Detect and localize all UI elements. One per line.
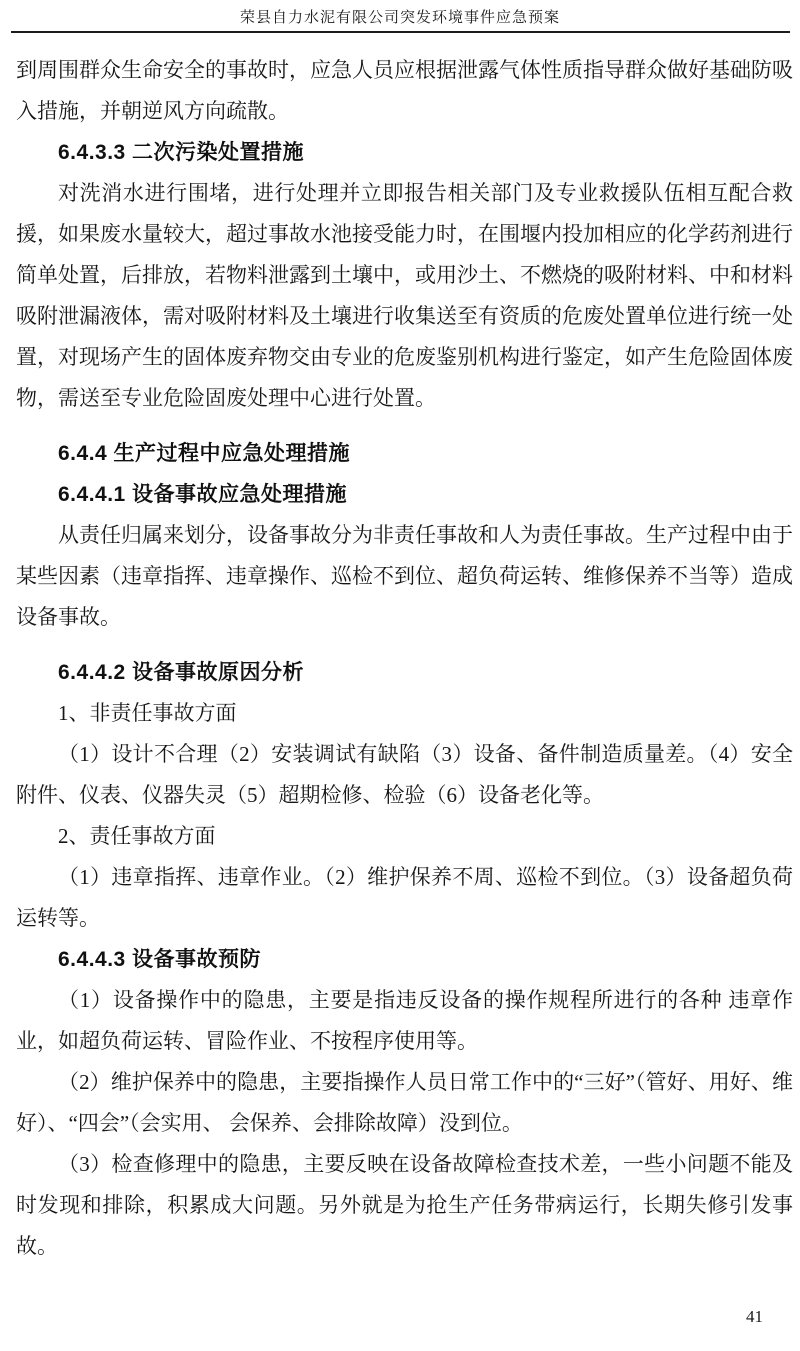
paragraph: （3）检查修理中的隐患，主要反映在设备故障检查技术差，一些小问题不能及时发现和排除，积累成大问题。另外就是为抢生产任务带病运行，长期失修引发事故。 <box>16 1152 793 1258</box>
section-heading: 6.4.4.3 设备事故预防 <box>58 948 262 971</box>
paragraph: 1、非责任事故方面 <box>58 701 237 725</box>
page-header-title: 荣县自力水泥有限公司突发环境事件应急预案 <box>239 10 560 26</box>
paragraph: （1）设备操作中的隐患，主要是指违反设备的操作规程所进行的各种 违章作业，如超负荷运转、冒险作业、不按程序使用等。 <box>16 988 793 1053</box>
paragraph: 2、责任事故方面 <box>58 824 216 848</box>
paragraph: （2）维护保养中的隐患，主要指操作人员日常工作中的“三好”（管好、用好、维好）、“四会”（会实用、 会保养、会排除故障）没到位。 <box>16 1070 793 1135</box>
page-header <box>0 0 800 33</box>
document-body <box>0 33 800 1267</box>
section-heading: 6.4.4.1 设备事故应急处理措施 <box>58 483 348 506</box>
paragraph: （1）违章指挥、违章作业。（2）维护保养不周、巡检不到位。（3）设备超负荷运转等。 <box>16 865 793 930</box>
paragraph: 对洗消水进行围堵，进行处理并立即报告相关部门及专业救援队伍相互配合救援，如果废水量较大，超过事故水池接受能力时，在围堰内投加相应的化学药剂进行简单处置，后排放，若物料泄露到土壤中，或用沙土、不燃烧的吸附材料、中和材料吸附泄漏液体，需对吸附材料及土壤进行收集送至有资质的危废处置单位进行统一处置，对现场产生的固体废弃物交由专业的危废鉴别机构进行鉴定，如产生危险固体废物，需送至专业危险固废处理中心进行处置。 <box>16 181 793 410</box>
paragraph: 到周围群众生命安全的事故时，应急人员应根据泄露气体性质指导群众做好基础防吸入措施，并朝逆风方向疏散。 <box>16 58 793 123</box>
section-heading: 6.4.4.2 设备事故原因分析 <box>58 661 305 684</box>
page-number: 41 <box>746 1307 763 1326</box>
section-heading: 6.4.3.3 二次污染处置措施 <box>58 141 305 164</box>
paragraph: 从责任归属来划分，设备事故分为非责任事故和人为责任事故。生产过程中由于某些因素（违章指挥、违章操作、巡检不到位、超负荷运转、维修保养不当等）造成设备事故。 <box>16 523 793 629</box>
section-heading: 6.4.4 生产过程中应急处理措施 <box>58 442 351 465</box>
paragraph: （1）设计不合理（2）安装调试有缺陷（3）设备、备件制造质量差。（4）安全附件、仪表、仪器失灵（5）超期检修、检验（6）设备老化等。 <box>16 742 793 807</box>
